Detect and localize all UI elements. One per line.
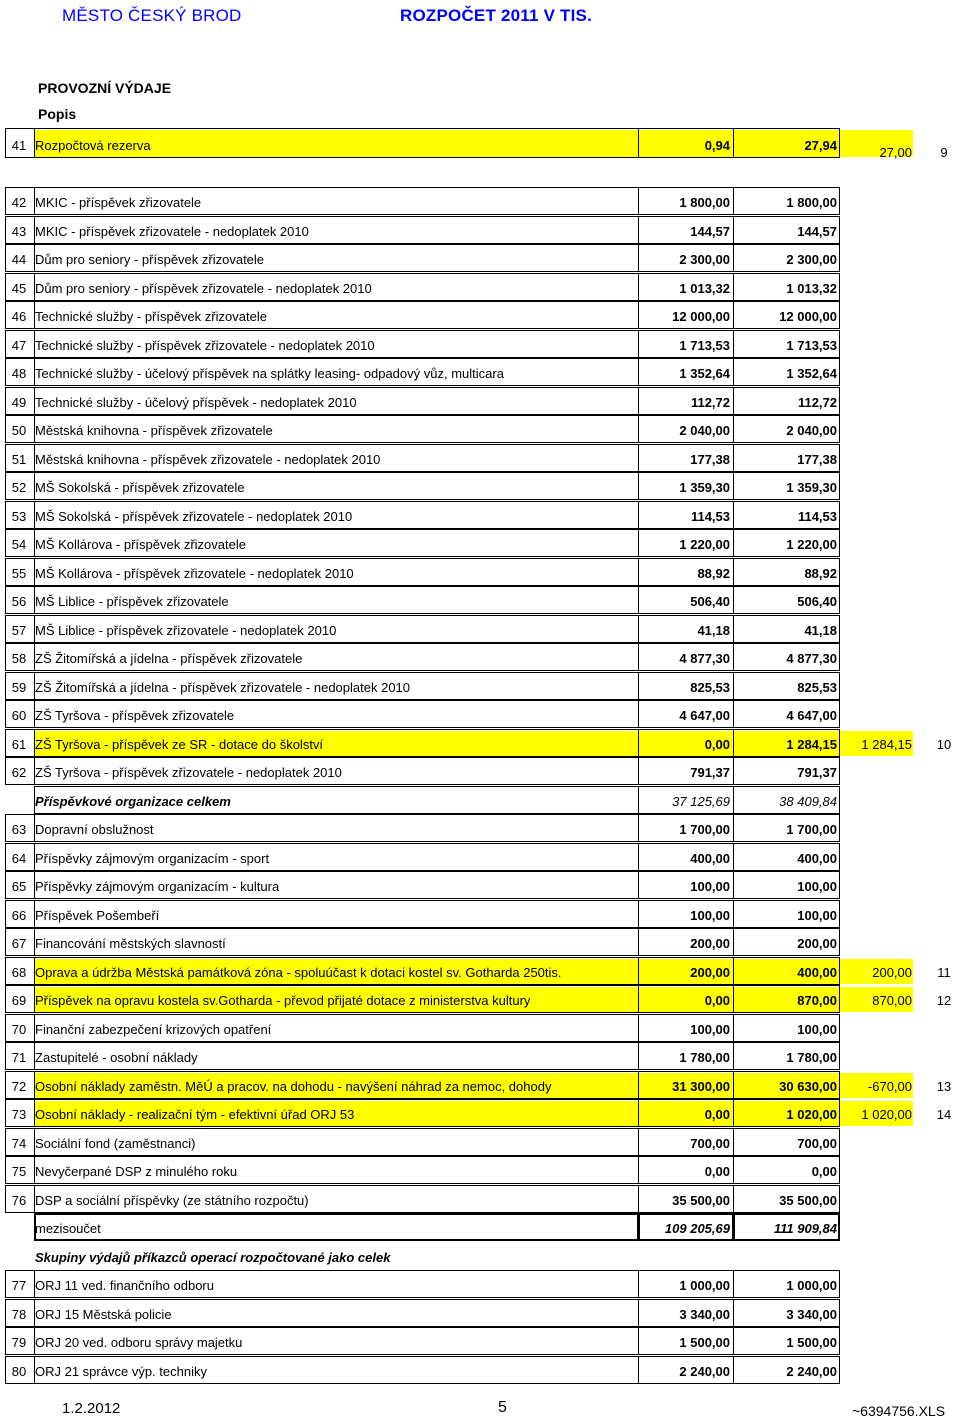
- row-number: 65: [11, 879, 27, 894]
- row-number: 51: [11, 452, 27, 467]
- row-description: ORJ 11 ved. finančního odboru: [35, 1278, 214, 1293]
- table-row: [0, 415, 960, 443]
- table-row: [0, 330, 960, 358]
- value-adjusted: 30 630,00: [779, 1079, 837, 1094]
- row-description: ORJ 21 správce výp. techniky: [35, 1364, 207, 1379]
- value-adjusted: 200,00: [797, 936, 837, 951]
- town-title: MĚSTO ČESKÝ BROD: [62, 6, 242, 25]
- table-row: [0, 757, 960, 785]
- row-description: Finanční zabezpečení krizových opatření: [35, 1022, 272, 1037]
- value-adjusted: 35 500,00: [779, 1193, 837, 1208]
- table-row: [0, 1213, 960, 1241]
- value-adjusted: 506,40: [797, 594, 837, 609]
- row-number: 74: [11, 1136, 27, 1151]
- value-adjusted: 41,18: [804, 623, 837, 638]
- row-description: DSP a sociální příspěvky (ze státního rozpočtu): [35, 1193, 309, 1208]
- value-original: 114,53: [690, 509, 730, 524]
- value-adjusted: 1 220,00: [786, 537, 837, 552]
- row-number: 71: [11, 1050, 27, 1065]
- row-description: Sociální fond (zaměstnanci): [35, 1136, 196, 1151]
- value-original: 4 647,00: [679, 708, 730, 723]
- row-number: 55: [11, 566, 27, 581]
- table-row: [0, 1242, 960, 1270]
- value-original: 506,40: [690, 594, 730, 609]
- row-description: ZŠ Tyršova - příspěvek zřizovatele: [35, 708, 235, 723]
- value-original: 0,00: [704, 1107, 730, 1122]
- table-row: [0, 615, 960, 643]
- row-description: Oprava a údržba Městská památková zóna - spoluúčast k dotaci kostel sv. Gotharda 250tis.: [35, 965, 562, 980]
- value-adjusted: 1 000,00: [786, 1278, 837, 1293]
- table-row: [0, 1270, 960, 1298]
- value-original: 0,00: [704, 993, 730, 1008]
- row-number: 78: [11, 1307, 27, 1322]
- value-original: 1 013,32: [679, 281, 730, 296]
- table-row: [0, 1156, 960, 1184]
- row-description: ZŠ Tyršova - příspěvek ze SR - dotace do školství: [35, 737, 324, 752]
- value-original: 3 340,00: [679, 1307, 730, 1322]
- value-adjusted: 27,94: [804, 138, 837, 153]
- row-description: Rozpočtová rezerva: [35, 138, 151, 153]
- change-index: 9: [940, 145, 948, 160]
- row-description: MŠ Sokolská - příspěvek zřizovatele - nedoplatek 2010: [35, 509, 353, 524]
- value-adjusted: 870,00: [797, 993, 837, 1008]
- table-row: [0, 1042, 960, 1070]
- table-row: [0, 786, 960, 814]
- value-adjusted: 111 909,84: [773, 1221, 837, 1236]
- table-row: [0, 444, 960, 472]
- value-original: 1 700,00: [679, 822, 730, 837]
- row-description: Městská knihovna - příspěvek zřizovatele: [35, 423, 273, 438]
- row-description: Technické služby - příspěvek zřizovatele - nedoplatek 2010: [35, 338, 375, 353]
- row-description: Financování městských slavností: [35, 936, 226, 951]
- value-original: 0,00: [704, 737, 730, 752]
- value-adjusted: 100,00: [797, 1022, 837, 1037]
- table-row: [0, 1185, 960, 1213]
- row-description: Příspěvky zájmovým organizacím - kultura: [35, 879, 280, 894]
- value-adjusted: 144,57: [797, 224, 837, 239]
- row-number: 54: [11, 537, 27, 552]
- change-index: 11: [937, 965, 951, 980]
- table-row: [0, 1099, 960, 1127]
- value-change: 1 020,00: [861, 1107, 912, 1122]
- row-description: Příspěvek Pošembeří: [35, 908, 160, 923]
- row-description: Příspěvek na opravu kostela sv.Gotharda - převod přijaté dotace z ministerstva kultury: [35, 993, 531, 1008]
- row-description: MŠ Liblice - příspěvek zřizovatele - nedoplatek 2010: [35, 623, 337, 638]
- change-index: 13: [936, 1079, 952, 1094]
- row-number: 69: [11, 993, 27, 1008]
- value-adjusted: 4 647,00: [786, 708, 837, 723]
- value-original: 825,53: [690, 680, 730, 695]
- table-row: [0, 216, 960, 244]
- row-description: MŠ Kollárova - příspěvek zřizovatele: [35, 537, 246, 552]
- row-description: ORJ 20 ved. odboru správy majetku: [35, 1335, 243, 1350]
- value-original: 791,37: [690, 765, 730, 780]
- row-number: 56: [11, 594, 27, 609]
- value-original: 144,57: [690, 224, 730, 239]
- row-number: 49: [11, 395, 27, 410]
- row-description: Nevyčerpané DSP z minulého roku: [35, 1164, 238, 1179]
- value-original: 37 125,69: [672, 794, 730, 809]
- value-adjusted: 2 240,00: [786, 1364, 837, 1379]
- row-description: MŠ Kollárova - příspěvek zřizovatele - nedoplatek 2010: [35, 566, 354, 581]
- row-description: Dopravní obslužnost: [35, 822, 154, 837]
- table-row: [0, 985, 960, 1013]
- table-row: [0, 187, 960, 215]
- value-adjusted: 112,72: [797, 395, 837, 410]
- table-row: [0, 814, 960, 842]
- value-adjusted: 700,00: [797, 1136, 837, 1151]
- row-number: 59: [11, 680, 27, 695]
- value-original: 109 205,69: [664, 1221, 730, 1236]
- table-row: [0, 900, 960, 928]
- row-description: Dům pro seniory - příspěvek zřizovatele: [35, 252, 265, 267]
- row-number: 79: [11, 1335, 27, 1350]
- table-row: [0, 672, 960, 700]
- table-row: [0, 729, 960, 757]
- value-adjusted: 100,00: [797, 879, 837, 894]
- table-row: [0, 643, 960, 671]
- table-row: [0, 843, 960, 871]
- row-number: 66: [11, 908, 27, 923]
- table-row: [0, 387, 960, 415]
- value-adjusted: 1 500,00: [786, 1335, 837, 1350]
- row-number: 75: [11, 1164, 27, 1179]
- table-row: [0, 358, 960, 386]
- row-description: MKIC - příspěvek zřizovatele: [35, 195, 202, 210]
- value-adjusted: 1 800,00: [786, 195, 837, 210]
- value-original: 1 800,00: [679, 195, 730, 210]
- row-number: 73: [11, 1107, 27, 1122]
- value-original: 0,94: [704, 138, 730, 153]
- value-adjusted: 1 700,00: [786, 822, 837, 837]
- value-original: 4 877,30: [679, 651, 730, 666]
- value-adjusted: 177,38: [797, 452, 837, 467]
- change-index: 10: [936, 737, 952, 752]
- value-adjusted: 88,92: [804, 566, 837, 581]
- row-description: Technické služby - účelový příspěvek na splátky leasing- odpadový vůz, multicara: [35, 366, 504, 381]
- value-original: 31 300,00: [672, 1079, 730, 1094]
- row-number: 42: [11, 195, 27, 210]
- row-description: Osobní náklady - realizační tým - efektivní úřad ORJ 53: [35, 1107, 355, 1122]
- table-row: [0, 1128, 960, 1156]
- value-original: 400,00: [690, 851, 730, 866]
- table-row: [0, 128, 960, 158]
- value-original: 35 500,00: [672, 1193, 730, 1208]
- value-original: 12 000,00: [672, 309, 730, 324]
- value-original: 2 040,00: [679, 423, 730, 438]
- value-original: 1 713,53: [679, 338, 730, 353]
- value-adjusted: 2 040,00: [786, 423, 837, 438]
- value-adjusted: 1 713,53: [786, 338, 837, 353]
- value-adjusted: 825,53: [797, 680, 837, 695]
- row-number: 64: [11, 851, 27, 866]
- row-number: 45: [11, 281, 27, 296]
- table-row: [0, 1014, 960, 1042]
- row-description: Technické služby - účelový příspěvek - nedoplatek 2010: [35, 395, 357, 410]
- value-original: 41,18: [697, 623, 730, 638]
- table-row: [0, 928, 960, 956]
- row-number: 57: [11, 623, 27, 638]
- value-adjusted: 114,53: [797, 509, 837, 524]
- row-number: 61: [11, 737, 27, 752]
- table-row: [0, 472, 960, 500]
- row-number: 68: [11, 965, 27, 980]
- value-adjusted: 1 359,30: [786, 480, 837, 495]
- value-adjusted: 400,00: [797, 851, 837, 866]
- table-row: [0, 529, 960, 557]
- footer-file: ~6394756.XLS: [852, 1403, 946, 1419]
- table-row: [0, 273, 960, 301]
- change-index: 12: [936, 993, 952, 1008]
- row-number: 62: [11, 765, 27, 780]
- row-description: MKIC - příspěvek zřizovatele - nedoplatek 2010: [35, 224, 309, 239]
- row-number: 70: [11, 1022, 27, 1037]
- value-adjusted: 791,37: [797, 765, 837, 780]
- row-description: Příspěvky zájmovým organizacím - sport: [35, 851, 270, 866]
- value-adjusted: 1 780,00: [786, 1050, 837, 1065]
- value-change: 870,00: [872, 993, 912, 1008]
- value-original: 700,00: [690, 1136, 730, 1151]
- value-original: 1 220,00: [679, 537, 730, 552]
- row-description: Příspěvkové organizace celkem: [35, 794, 231, 809]
- row-description: MŠ Sokolská - příspěvek zřizovatele: [35, 480, 245, 495]
- section-title: PROVOZNÍ VÝDAJE: [38, 80, 172, 96]
- row-description: ZŠ Žitomířská a jídelna - příspěvek zřizovatele - nedoplatek 2010: [35, 680, 411, 695]
- value-original: 88,92: [697, 566, 730, 581]
- row-number: 48: [11, 366, 27, 381]
- footer-page: 5: [498, 1399, 507, 1416]
- table-row: [0, 501, 960, 529]
- row-number: 46: [11, 309, 27, 324]
- value-original: 1 352,64: [679, 366, 730, 381]
- change-index: 14: [936, 1107, 952, 1122]
- table-row: [0, 586, 960, 614]
- row-description: MŠ Liblice - příspěvek zřizovatele: [35, 594, 229, 609]
- value-adjusted: 100,00: [797, 908, 837, 923]
- row-description: Městská knihovna - příspěvek zřizovatele - nedoplatek 2010: [35, 452, 381, 467]
- row-number: 44: [11, 252, 27, 267]
- table-row: [0, 700, 960, 728]
- value-original: 200,00: [690, 965, 730, 980]
- row-number: 52: [11, 480, 27, 495]
- value-change: 1 284,15: [861, 737, 912, 752]
- table-row: [0, 1327, 960, 1355]
- value-adjusted: 3 340,00: [786, 1307, 837, 1322]
- value-original: 200,00: [690, 936, 730, 951]
- table-row: [0, 558, 960, 586]
- row-number: 58: [11, 651, 27, 666]
- table-row: [0, 301, 960, 329]
- value-original: 0,00: [704, 1164, 730, 1179]
- row-description: mezisoučet: [35, 1221, 101, 1236]
- footer-date: 1.2.2012: [62, 1400, 121, 1417]
- value-adjusted: 2 300,00: [786, 252, 837, 267]
- row-number: 77: [11, 1278, 27, 1293]
- row-number: 50: [11, 423, 27, 438]
- value-original: 100,00: [690, 908, 730, 923]
- value-adjusted: 4 877,30: [786, 651, 837, 666]
- row-description: ORJ 15 Městská policie: [35, 1307, 172, 1322]
- table-row: [0, 1356, 960, 1384]
- value-change: 200,00: [872, 965, 912, 980]
- value-original: 2 300,00: [679, 252, 730, 267]
- row-description: Zastupitelé - osobní náklady: [35, 1050, 198, 1065]
- table-row: [0, 244, 960, 272]
- value-adjusted: 1 352,64: [786, 366, 837, 381]
- table-row: [0, 871, 960, 899]
- table-row: [0, 1071, 960, 1099]
- row-description: Osobní náklady zaměstn. MěÚ a pracov. na dohodu - navýšení náhrad za nemoc, dohody: [35, 1079, 552, 1094]
- row-number: 60: [11, 708, 27, 723]
- value-adjusted: 12 000,00: [779, 309, 837, 324]
- row-description: ZŠ Žitomířská a jídelna - příspěvek zřizovatele: [35, 651, 303, 666]
- row-number: 53: [11, 509, 27, 524]
- table-row: [0, 957, 960, 985]
- column-header-popis: Popis: [38, 106, 77, 122]
- value-original: 1 359,30: [679, 480, 730, 495]
- table-row: [0, 1299, 960, 1327]
- row-number: 63: [11, 822, 27, 837]
- value-change: -670,00: [867, 1079, 912, 1094]
- row-number: 67: [11, 936, 27, 951]
- value-change: 27,00: [879, 145, 912, 160]
- value-original: 2 240,00: [679, 1364, 730, 1379]
- value-adjusted: 1 020,00: [786, 1107, 837, 1122]
- value-adjusted: 1 013,32: [786, 281, 837, 296]
- row-number: 76: [11, 1193, 27, 1208]
- row-description: Technické služby - příspěvek zřizovatele: [35, 309, 267, 324]
- value-original: 100,00: [690, 879, 730, 894]
- row-number: 47: [11, 338, 27, 353]
- row-description: Skupiny výdajů příkazců operací rozpočtované jako celek: [35, 1250, 391, 1265]
- value-original: 177,38: [690, 452, 730, 467]
- value-original: 1 500,00: [679, 1335, 730, 1350]
- budget-title: ROZPOČET 2011 V TIS.: [400, 6, 593, 25]
- row-number: 41: [11, 138, 27, 153]
- value-adjusted: 400,00: [797, 965, 837, 980]
- value-original: 1 780,00: [679, 1050, 730, 1065]
- value-original: 1 000,00: [679, 1278, 730, 1293]
- row-description: ZŠ Tyršova - příspěvek zřizovatele - nedoplatek 2010: [35, 765, 342, 780]
- row-number: 43: [11, 224, 27, 239]
- row-description: Dům pro seniory - příspěvek zřizovatele - nedoplatek 2010: [35, 281, 372, 296]
- row-number: 72: [11, 1079, 27, 1094]
- value-adjusted: 0,00: [811, 1164, 837, 1179]
- value-adjusted: 38 409,84: [779, 794, 837, 809]
- value-adjusted: 1 284,15: [786, 737, 837, 752]
- row-number: 80: [11, 1364, 27, 1379]
- value-original: 100,00: [690, 1022, 730, 1037]
- value-original: 112,72: [690, 395, 730, 410]
